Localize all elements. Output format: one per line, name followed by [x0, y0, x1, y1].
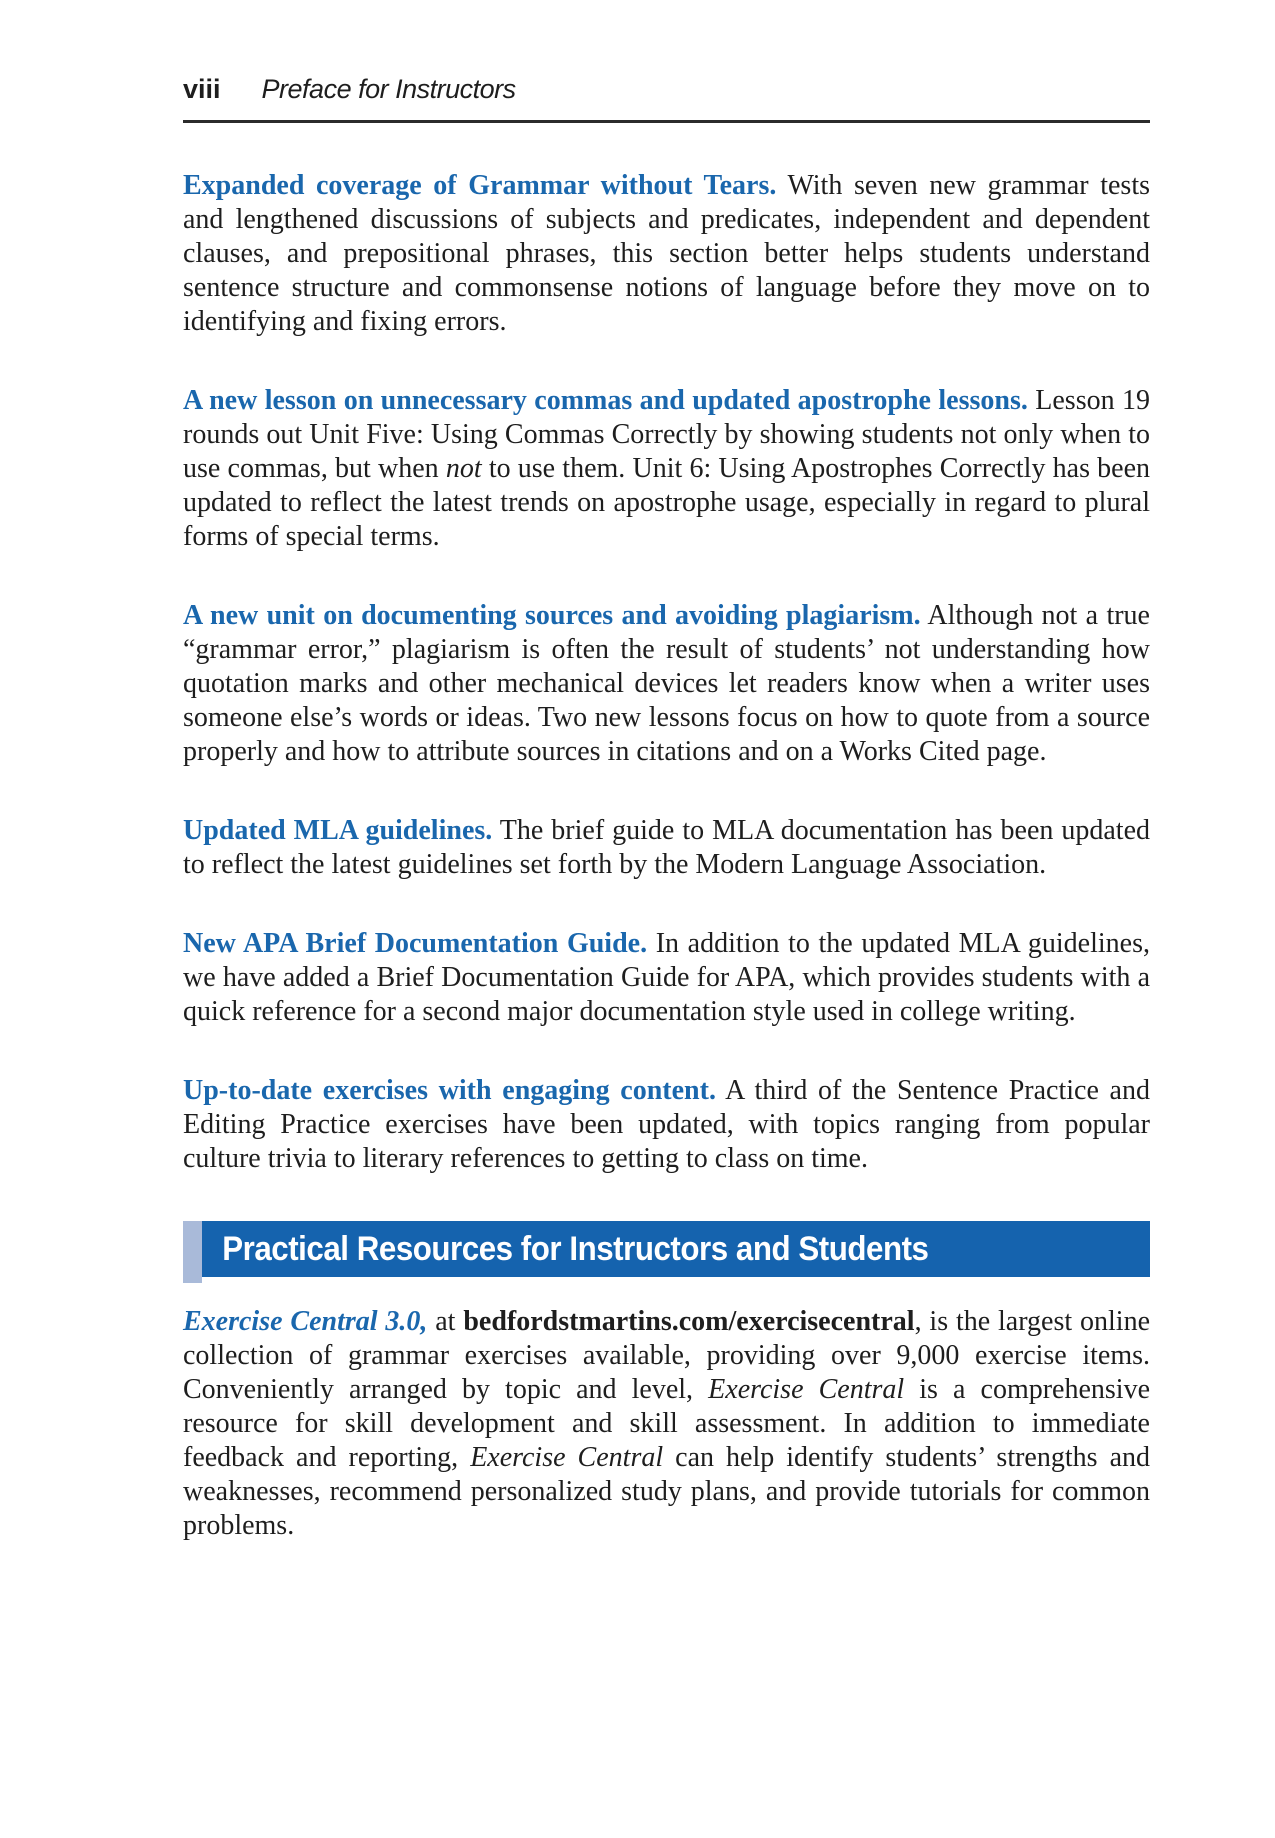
paragraph [183, 169, 1150, 339]
text-run: With seven new grammar tests and lengthened discussions of subjects and predicates, independent and dependent clauses, and prepositional phrases, this section better helps students understand sentence structure and commonsense notions of language before they move on to identifying and fixing errors. [183, 170, 1150, 337]
section-banner [183, 1221, 1150, 1277]
paragraph-lead: A new unit on documenting sources and avoiding plagiarism. [183, 600, 921, 631]
text-run: to use them. Unit 6: Using Apostrophes Correctly has been updated to reflect the latest trends on apostrophe usage, especially in regard to plural forms of special terms. [183, 453, 1151, 552]
paragraph [183, 814, 1150, 882]
text-run: Exercise Central 3.0, [183, 1306, 428, 1337]
text-run: at [427, 1306, 464, 1337]
page-title: Preface for Instructors [261, 74, 516, 104]
text-run: is a comprehensive resource for skill development and skill assessment. In addition to immediate feedback and reporting, [183, 1374, 1151, 1473]
paragraph [183, 384, 1150, 554]
paragraph-lead: Up-to-date exercises with engaging content. [183, 1075, 716, 1106]
paragraph-lead: Expanded coverage of Grammar without Tears. [183, 170, 777, 201]
text-run: Although not a true “grammar error,” plagiarism is often the result of students’ not understanding how quotation marks and other mechanical devices let readers know when a writer uses someone else’s words or ideas. Two new lessons focus on how to quote from a source properly and how to attribute sources in citations and on a Works Cited page. [183, 600, 1150, 767]
text-run: The brief guide to MLA documentation has been updated to reflect the latest guidelines set forth by the Modern Language Association. [183, 815, 1151, 880]
text-run: not [445, 453, 482, 484]
text-run: , is the largest online collection of grammar exercises available, providing over 9,000 exercise items. Conveniently arranged by topic and level, [183, 1306, 1150, 1405]
paragraph-lead: A new lesson on unnecessary commas and updated apostrophe lessons. [183, 385, 1028, 416]
banner-bar [202, 1221, 1150, 1277]
page-container [183, 74, 1150, 1543]
banner-title: Practical Resources for Instructors and Students [222, 1229, 929, 1268]
text-run: A third of the Sentence Practice and Editing Practice exercises have been updated, with topics ranging from popular culture trivia to literary references to getting to class on time. [183, 1075, 1150, 1174]
running-head [183, 74, 1150, 123]
paragraph-list [183, 169, 1150, 1176]
text-run: bedfordstmartins.com/exercisecentral [463, 1306, 915, 1337]
banner-tab [183, 1221, 202, 1283]
paragraph-lead: Updated MLA guidelines. [183, 815, 493, 846]
paragraph [183, 1074, 1150, 1176]
page-number: viii [183, 74, 221, 104]
text-run: In addition to the updated MLA guidelines, we have added a Brief Documentation Guide for APA, which provides students with a quick reference for a second major documentation style used in college writing. [183, 928, 1150, 1027]
text-run: Exercise Central [708, 1374, 905, 1405]
text-run: Lesson 19 rounds out Unit Five: Using Commas Correctly by showing students not only when to use commas, but when [183, 385, 1150, 484]
text-run: Exercise Central [470, 1442, 664, 1473]
text-run: can help identify students’ strengths and weaknesses, recommend personalized study plans, and provide tutorials for common problems. [183, 1442, 1150, 1541]
paragraph-lead: New APA Brief Documentation Guide. [183, 928, 648, 959]
closing-paragraph [183, 1305, 1150, 1543]
paragraph [183, 599, 1150, 769]
paragraph [183, 927, 1150, 1029]
